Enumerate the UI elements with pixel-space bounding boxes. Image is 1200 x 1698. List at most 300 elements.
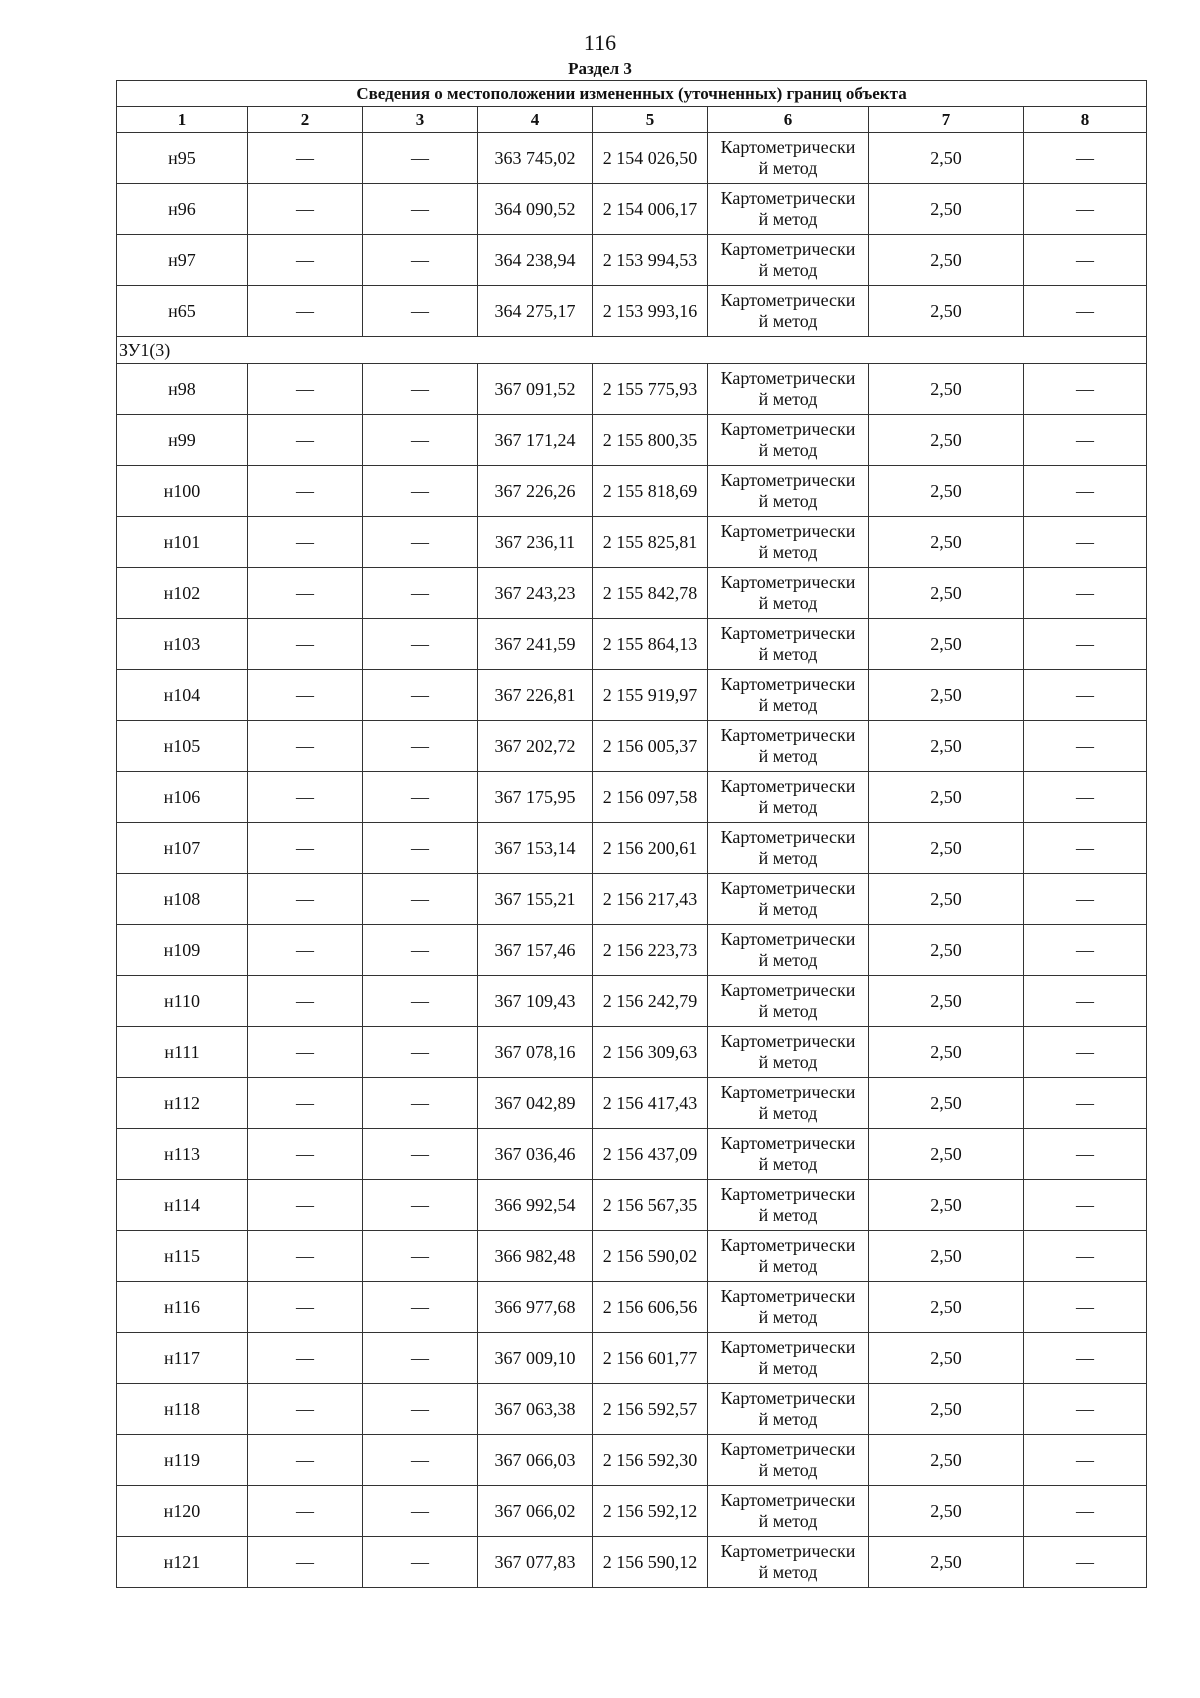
- header-row: [117, 107, 1147, 133]
- col8-cell: —: [1024, 772, 1147, 823]
- y-coordinate-cell: 2 156 309,63: [593, 1027, 708, 1078]
- col2-cell: —: [248, 184, 363, 235]
- col2-cell: —: [248, 1027, 363, 1078]
- point-name-cell: н110: [117, 976, 248, 1027]
- point-name-cell: н113: [117, 1129, 248, 1180]
- accuracy-cell: 2,50: [869, 415, 1024, 466]
- method-line-1: Картометрически: [720, 137, 856, 157]
- col3-cell: —: [363, 619, 478, 670]
- y-coordinate-cell: 2 153 993,16: [593, 286, 708, 337]
- col8-cell: —: [1024, 1384, 1147, 1435]
- point-name-cell: н112: [117, 1078, 248, 1129]
- col8-cell: —: [1024, 823, 1147, 874]
- table-caption: Сведения о местоположении измененных (уточненных) границ объекта: [117, 81, 1147, 107]
- y-coordinate-cell: 2 155 825,81: [593, 517, 708, 568]
- y-coordinate-cell: 2 156 097,58: [593, 772, 708, 823]
- col8-cell: —: [1024, 184, 1147, 235]
- table-body: [117, 81, 1147, 1588]
- col2-cell: —: [248, 1333, 363, 1384]
- y-coordinate-cell: 2 156 217,43: [593, 874, 708, 925]
- column-header: 5: [593, 107, 708, 133]
- col3-cell: —: [363, 364, 478, 415]
- table-row: [117, 1231, 1147, 1282]
- method-line-1: Картометрически: [720, 776, 856, 796]
- method-cell: [708, 568, 869, 619]
- col3-cell: —: [363, 1231, 478, 1282]
- accuracy-cell: 2,50: [869, 976, 1024, 1027]
- col8-cell: —: [1024, 1129, 1147, 1180]
- col8-cell: —: [1024, 1180, 1147, 1231]
- method-line-2: й метод: [758, 1307, 818, 1327]
- accuracy-cell: 2,50: [869, 133, 1024, 184]
- col8-cell: —: [1024, 466, 1147, 517]
- method-line-2: й метод: [758, 746, 818, 766]
- y-coordinate-cell: 2 156 601,77: [593, 1333, 708, 1384]
- point-name-cell: н107: [117, 823, 248, 874]
- col3-cell: —: [363, 670, 478, 721]
- accuracy-cell: 2,50: [869, 1231, 1024, 1282]
- col2-cell: —: [248, 517, 363, 568]
- col8-cell: —: [1024, 976, 1147, 1027]
- method-line-1: Картометрически: [720, 827, 856, 847]
- accuracy-cell: 2,50: [869, 1129, 1024, 1180]
- method-cell: [708, 721, 869, 772]
- col8-cell: —: [1024, 1435, 1147, 1486]
- table-row: [117, 670, 1147, 721]
- coordinates-table: [116, 80, 1147, 1588]
- table-row: [117, 1384, 1147, 1435]
- table-row: [117, 466, 1147, 517]
- col2-cell: —: [248, 364, 363, 415]
- x-coordinate-cell: 367 171,24: [478, 415, 593, 466]
- accuracy-cell: 2,50: [869, 184, 1024, 235]
- accuracy-cell: 2,50: [869, 772, 1024, 823]
- accuracy-cell: 2,50: [869, 286, 1024, 337]
- x-coordinate-cell: 367 036,46: [478, 1129, 593, 1180]
- method-cell: [708, 1435, 869, 1486]
- accuracy-cell: 2,50: [869, 466, 1024, 517]
- col2-cell: —: [248, 1486, 363, 1537]
- accuracy-cell: 2,50: [869, 1078, 1024, 1129]
- col2-cell: —: [248, 874, 363, 925]
- method-cell: [708, 976, 869, 1027]
- method-cell: [708, 235, 869, 286]
- method-line-1: Картометрически: [720, 1439, 856, 1459]
- method-cell: [708, 364, 869, 415]
- accuracy-cell: 2,50: [869, 1537, 1024, 1588]
- method-line-1: Картометрически: [720, 290, 856, 310]
- col3-cell: —: [363, 823, 478, 874]
- method-line-2: й метод: [758, 260, 818, 280]
- x-coordinate-cell: 367 226,81: [478, 670, 593, 721]
- col3-cell: —: [363, 925, 478, 976]
- group-row: [117, 337, 1147, 364]
- caption-row: [117, 81, 1147, 107]
- col8-cell: —: [1024, 235, 1147, 286]
- page-number: 116: [583, 30, 617, 55]
- method-line-2: й метод: [758, 1154, 818, 1174]
- x-coordinate-cell: 367 236,11: [478, 517, 593, 568]
- col2-cell: —: [248, 133, 363, 184]
- col3-cell: —: [363, 1435, 478, 1486]
- col3-cell: —: [363, 1384, 478, 1435]
- col2-cell: —: [248, 1129, 363, 1180]
- method-line-1: Картометрически: [720, 572, 856, 592]
- method-line-1: Картометрически: [720, 368, 856, 388]
- col8-cell: —: [1024, 133, 1147, 184]
- x-coordinate-cell: 363 745,02: [478, 133, 593, 184]
- table-row: [117, 1129, 1147, 1180]
- table-row: [117, 415, 1147, 466]
- method-line-1: Картометрически: [720, 1541, 856, 1561]
- method-line-1: Картометрически: [720, 521, 856, 541]
- x-coordinate-cell: 367 243,23: [478, 568, 593, 619]
- table-row: [117, 1078, 1147, 1129]
- method-line-1: Картометрически: [720, 1031, 856, 1051]
- col8-cell: —: [1024, 721, 1147, 772]
- x-coordinate-cell: 367 175,95: [478, 772, 593, 823]
- col3-cell: —: [363, 1129, 478, 1180]
- method-line-2: й метод: [758, 950, 818, 970]
- col3-cell: —: [363, 235, 478, 286]
- method-line-1: Картометрически: [720, 725, 856, 745]
- method-line-2: й метод: [758, 593, 818, 613]
- y-coordinate-cell: 2 155 800,35: [593, 415, 708, 466]
- point-name-cell: н106: [117, 772, 248, 823]
- accuracy-cell: 2,50: [869, 1333, 1024, 1384]
- x-coordinate-cell: 364 238,94: [478, 235, 593, 286]
- col3-cell: —: [363, 466, 478, 517]
- y-coordinate-cell: 2 154 026,50: [593, 133, 708, 184]
- accuracy-cell: 2,50: [869, 1180, 1024, 1231]
- x-coordinate-cell: 367 066,02: [478, 1486, 593, 1537]
- y-coordinate-cell: 2 156 590,12: [593, 1537, 708, 1588]
- table-row: [117, 517, 1147, 568]
- table-row: [117, 1333, 1147, 1384]
- col3-cell: —: [363, 874, 478, 925]
- method-line-1: Картометрически: [720, 1184, 856, 1204]
- column-header: 2: [248, 107, 363, 133]
- table-row: [117, 133, 1147, 184]
- accuracy-cell: 2,50: [869, 925, 1024, 976]
- method-line-1: Картометрически: [720, 470, 856, 490]
- method-cell: [708, 1486, 869, 1537]
- y-coordinate-cell: 2 156 005,37: [593, 721, 708, 772]
- col8-cell: —: [1024, 1486, 1147, 1537]
- method-line-2: й метод: [758, 491, 818, 511]
- point-name-cell: н102: [117, 568, 248, 619]
- accuracy-cell: 2,50: [869, 1282, 1024, 1333]
- table-row: [117, 976, 1147, 1027]
- method-cell: [708, 1537, 869, 1588]
- y-coordinate-cell: 2 153 994,53: [593, 235, 708, 286]
- col8-cell: —: [1024, 670, 1147, 721]
- method-line-1: Картометрически: [720, 419, 856, 439]
- col8-cell: —: [1024, 874, 1147, 925]
- method-line-1: Картометрически: [720, 239, 856, 259]
- x-coordinate-cell: 367 202,72: [478, 721, 593, 772]
- col3-cell: —: [363, 721, 478, 772]
- col2-cell: —: [248, 1078, 363, 1129]
- x-coordinate-cell: 367 042,89: [478, 1078, 593, 1129]
- col2-cell: —: [248, 670, 363, 721]
- col2-cell: —: [248, 286, 363, 337]
- y-coordinate-cell: 2 156 242,79: [593, 976, 708, 1027]
- col2-cell: —: [248, 1180, 363, 1231]
- point-name-cell: н121: [117, 1537, 248, 1588]
- x-coordinate-cell: 367 063,38: [478, 1384, 593, 1435]
- y-coordinate-cell: 2 156 437,09: [593, 1129, 708, 1180]
- table-row: [117, 568, 1147, 619]
- x-coordinate-cell: 366 977,68: [478, 1282, 593, 1333]
- y-coordinate-cell: 2 156 223,73: [593, 925, 708, 976]
- x-coordinate-cell: 366 982,48: [478, 1231, 593, 1282]
- method-line-2: й метод: [758, 797, 818, 817]
- table-row: [117, 235, 1147, 286]
- col3-cell: —: [363, 568, 478, 619]
- y-coordinate-cell: 2 156 606,56: [593, 1282, 708, 1333]
- method-line-2: й метод: [758, 695, 818, 715]
- col3-cell: —: [363, 517, 478, 568]
- col2-cell: —: [248, 1435, 363, 1486]
- col3-cell: —: [363, 415, 478, 466]
- col2-cell: —: [248, 1282, 363, 1333]
- col3-cell: —: [363, 1180, 478, 1231]
- col8-cell: —: [1024, 1333, 1147, 1384]
- method-cell: [708, 874, 869, 925]
- x-coordinate-cell: 367 226,26: [478, 466, 593, 517]
- method-cell: [708, 286, 869, 337]
- point-name-cell: н114: [117, 1180, 248, 1231]
- col8-cell: —: [1024, 1027, 1147, 1078]
- method-line-1: Картометрически: [720, 878, 856, 898]
- method-cell: [708, 1180, 869, 1231]
- table-row: [117, 1537, 1147, 1588]
- table-row: [117, 925, 1147, 976]
- col8-cell: —: [1024, 1078, 1147, 1129]
- col3-cell: —: [363, 1537, 478, 1588]
- method-line-1: Картометрически: [720, 1235, 856, 1255]
- accuracy-cell: 2,50: [869, 670, 1024, 721]
- section-title: Раздел 3: [568, 59, 632, 78]
- accuracy-cell: 2,50: [869, 721, 1024, 772]
- column-header: 1: [117, 107, 248, 133]
- accuracy-cell: 2,50: [869, 1435, 1024, 1486]
- col8-cell: —: [1024, 619, 1147, 670]
- method-line-2: й метод: [758, 1409, 818, 1429]
- col8-cell: —: [1024, 415, 1147, 466]
- col3-cell: —: [363, 184, 478, 235]
- x-coordinate-cell: 364 275,17: [478, 286, 593, 337]
- method-cell: [708, 1333, 869, 1384]
- col2-cell: —: [248, 976, 363, 1027]
- point-name-cell: н117: [117, 1333, 248, 1384]
- y-coordinate-cell: 2 156 592,57: [593, 1384, 708, 1435]
- method-line-2: й метод: [758, 1052, 818, 1072]
- col3-cell: —: [363, 1282, 478, 1333]
- y-coordinate-cell: 2 154 006,17: [593, 184, 708, 235]
- x-coordinate-cell: 367 241,59: [478, 619, 593, 670]
- col2-cell: —: [248, 466, 363, 517]
- point-name-cell: н95: [117, 133, 248, 184]
- point-name-cell: н101: [117, 517, 248, 568]
- x-coordinate-cell: 367 091,52: [478, 364, 593, 415]
- col2-cell: —: [248, 619, 363, 670]
- y-coordinate-cell: 2 156 592,12: [593, 1486, 708, 1537]
- method-line-2: й метод: [758, 1256, 818, 1276]
- method-cell: [708, 823, 869, 874]
- table-row: [117, 1282, 1147, 1333]
- y-coordinate-cell: 2 156 200,61: [593, 823, 708, 874]
- col3-cell: —: [363, 286, 478, 337]
- table-row: [117, 721, 1147, 772]
- x-coordinate-cell: 364 090,52: [478, 184, 593, 235]
- y-coordinate-cell: 2 156 417,43: [593, 1078, 708, 1129]
- accuracy-cell: 2,50: [869, 1027, 1024, 1078]
- x-coordinate-cell: 367 153,14: [478, 823, 593, 874]
- accuracy-cell: 2,50: [869, 235, 1024, 286]
- column-header: 8: [1024, 107, 1147, 133]
- point-name-cell: н111: [117, 1027, 248, 1078]
- accuracy-cell: 2,50: [869, 568, 1024, 619]
- method-line-2: й метод: [758, 542, 818, 562]
- col3-cell: —: [363, 1027, 478, 1078]
- method-cell: [708, 1129, 869, 1180]
- point-name-cell: н118: [117, 1384, 248, 1435]
- x-coordinate-cell: 367 066,03: [478, 1435, 593, 1486]
- method-line-1: Картометрически: [720, 1133, 856, 1153]
- point-name-cell: н97: [117, 235, 248, 286]
- col3-cell: —: [363, 1078, 478, 1129]
- table-row: [117, 823, 1147, 874]
- col2-cell: —: [248, 1231, 363, 1282]
- method-line-2: й метод: [758, 899, 818, 919]
- table-row: [117, 286, 1147, 337]
- point-name-cell: н98: [117, 364, 248, 415]
- accuracy-cell: 2,50: [869, 1486, 1024, 1537]
- point-name-cell: н96: [117, 184, 248, 235]
- table-row: [117, 1180, 1147, 1231]
- point-name-cell: н103: [117, 619, 248, 670]
- point-name-cell: н119: [117, 1435, 248, 1486]
- method-cell: [708, 466, 869, 517]
- method-line-2: й метод: [758, 1001, 818, 1021]
- point-name-cell: н104: [117, 670, 248, 721]
- method-cell: [708, 1078, 869, 1129]
- group-label: ЗУ1(3): [117, 337, 1147, 364]
- method-line-1: Картометрически: [720, 1490, 856, 1510]
- col2-cell: —: [248, 823, 363, 874]
- table-row: [117, 1027, 1147, 1078]
- table-row: [117, 772, 1147, 823]
- y-coordinate-cell: 2 155 864,13: [593, 619, 708, 670]
- col2-cell: —: [248, 235, 363, 286]
- table-row: [117, 1486, 1147, 1537]
- column-header: 3: [363, 107, 478, 133]
- method-line-2: й метод: [758, 1511, 818, 1531]
- col2-cell: —: [248, 772, 363, 823]
- point-name-cell: н99: [117, 415, 248, 466]
- point-name-cell: н105: [117, 721, 248, 772]
- point-name-cell: н108: [117, 874, 248, 925]
- col8-cell: —: [1024, 364, 1147, 415]
- table-row: [117, 619, 1147, 670]
- method-line-2: й метод: [758, 209, 818, 229]
- method-cell: [708, 670, 869, 721]
- y-coordinate-cell: 2 156 592,30: [593, 1435, 708, 1486]
- col3-cell: —: [363, 133, 478, 184]
- method-line-2: й метод: [758, 311, 818, 331]
- method-cell: [708, 772, 869, 823]
- col8-cell: —: [1024, 286, 1147, 337]
- y-coordinate-cell: 2 156 590,02: [593, 1231, 708, 1282]
- method-line-2: й метод: [758, 1358, 818, 1378]
- method-cell: [708, 133, 869, 184]
- method-line-2: й метод: [758, 1562, 818, 1582]
- point-name-cell: н116: [117, 1282, 248, 1333]
- point-name-cell: н65: [117, 286, 248, 337]
- col2-cell: —: [248, 925, 363, 976]
- col2-cell: —: [248, 415, 363, 466]
- method-line-1: Картометрически: [720, 929, 856, 949]
- y-coordinate-cell: 2 155 818,69: [593, 466, 708, 517]
- method-line-2: й метод: [758, 848, 818, 868]
- col3-cell: —: [363, 1333, 478, 1384]
- col3-cell: —: [363, 1486, 478, 1537]
- accuracy-cell: 2,50: [869, 1384, 1024, 1435]
- column-header: 7: [869, 107, 1024, 133]
- method-line-1: Картометрически: [720, 674, 856, 694]
- method-line-2: й метод: [758, 1205, 818, 1225]
- method-line-1: Картометрически: [720, 980, 856, 1000]
- x-coordinate-cell: 367 157,46: [478, 925, 593, 976]
- point-name-cell: н120: [117, 1486, 248, 1537]
- accuracy-cell: 2,50: [869, 517, 1024, 568]
- x-coordinate-cell: 366 992,54: [478, 1180, 593, 1231]
- x-coordinate-cell: 367 155,21: [478, 874, 593, 925]
- y-coordinate-cell: 2 155 775,93: [593, 364, 708, 415]
- method-line-2: й метод: [758, 389, 818, 409]
- table-row: [117, 1435, 1147, 1486]
- method-line-2: й метод: [758, 1460, 818, 1480]
- method-line-1: Картометрически: [720, 623, 856, 643]
- col2-cell: —: [248, 568, 363, 619]
- col8-cell: —: [1024, 1537, 1147, 1588]
- method-cell: [708, 925, 869, 976]
- method-cell: [708, 517, 869, 568]
- table-row: [117, 364, 1147, 415]
- method-cell: [708, 619, 869, 670]
- x-coordinate-cell: 367 109,43: [478, 976, 593, 1027]
- column-header: 4: [478, 107, 593, 133]
- method-cell: [708, 1231, 869, 1282]
- col3-cell: —: [363, 772, 478, 823]
- col2-cell: —: [248, 1384, 363, 1435]
- col8-cell: —: [1024, 925, 1147, 976]
- point-name-cell: н109: [117, 925, 248, 976]
- method-line-1: Картометрически: [720, 1388, 856, 1408]
- col8-cell: —: [1024, 568, 1147, 619]
- col8-cell: —: [1024, 517, 1147, 568]
- col8-cell: —: [1024, 1231, 1147, 1282]
- col2-cell: —: [248, 721, 363, 772]
- accuracy-cell: 2,50: [869, 619, 1024, 670]
- col3-cell: —: [363, 976, 478, 1027]
- col2-cell: —: [248, 1537, 363, 1588]
- method-line-1: Картометрически: [720, 188, 856, 208]
- table-row: [117, 874, 1147, 925]
- accuracy-cell: 2,50: [869, 364, 1024, 415]
